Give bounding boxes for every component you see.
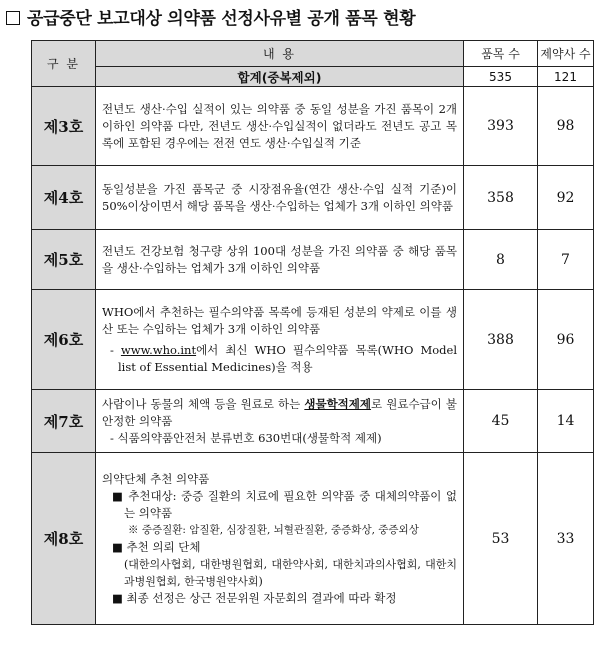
row-label: 제5호 [32, 230, 96, 290]
subnote-text: 에서 최신 WHO 필수의약품 목록(WHO Model list of Essential Medicines)을 적용 [118, 342, 457, 374]
row-subnote: - 식품의약품안전처 분류번호 630번대(생물학적 제제) [110, 430, 382, 445]
row-products: 393 [464, 87, 538, 166]
row-text: 전년도 건강보험 청구량 상위 100대 성분을 가진 의약품 중 해당 품목을 생산·수입하는 업체가 3개 이하인 의약품 [102, 243, 457, 275]
row-intro: 의약단체 추천 의약품 [102, 471, 210, 486]
row-label: 제6호 [32, 290, 96, 390]
row-companies: 7 [538, 230, 594, 290]
content-header: 내 용 [96, 41, 464, 67]
row-content [96, 87, 464, 166]
who-link[interactable]: www.who.int [120, 342, 197, 357]
status-table [31, 40, 594, 625]
row-note: ※ 중증질환: 암질환, 심장질환, 뇌혈관질환, 중증화상, 중증외상 [128, 523, 419, 536]
row-content [96, 290, 464, 390]
table-row [32, 390, 594, 453]
row-content [96, 166, 464, 230]
row-subnote [102, 342, 457, 376]
companies-header: 제약사 수 [538, 41, 594, 67]
row-text-emphasis: 생물학적제제 [304, 396, 372, 411]
subnote-prefix: - [110, 342, 121, 357]
row-content [96, 230, 464, 290]
row-text: WHO에서 추천하는 필수의약품 목록에 등재된 성분의 약제로 이를 생산 또는 수입하는 업체가 3개 이하인 의약품 [102, 304, 457, 336]
row-companies: 92 [538, 166, 594, 230]
row-text: 동일성분을 가진 품목군 중 시장점유율(연간 생산·수입 실적 기준)이 50%이상이면서 해당 품목을 생산·수입하는 업체가 3개 이하인 의약품 [102, 181, 457, 213]
total-products: 535 [464, 67, 538, 87]
row-text: 전년도 생산·수입 실적이 있는 의약품 중 동일 성분을 가진 품목이 2개 이하인 의약품 다만, 전년도 생산·수입실적이 없더라도 전년도 공고 목록에 포함된 경우에는 전전 연도 생산·수입실적 기준 [102, 101, 457, 150]
row-companies: 98 [538, 87, 594, 166]
row-text [102, 396, 457, 430]
table-row [32, 453, 594, 625]
row-products: 8 [464, 230, 538, 290]
document-title-text: 공급중단 보고대상 의약품 선정사유별 공개 품목 현황 [27, 9, 416, 29]
table-row [32, 166, 594, 230]
table-row [32, 290, 594, 390]
category-header: 구 분 [32, 41, 96, 87]
row-content [96, 390, 464, 453]
row-products: 45 [464, 390, 538, 453]
row-bullet: ■ 추천대상: 중증 질환의 치료에 필요한 의약품 중 대체의약품이 없는 의약품 [112, 488, 457, 520]
table-row [32, 230, 594, 290]
row-products: 53 [464, 453, 538, 625]
row-label: 제4호 [32, 166, 96, 230]
document-title [6, 4, 415, 29]
header-row [32, 41, 594, 67]
row-text-before: 사람이나 동물의 체액 등을 원료로 하는 [102, 396, 305, 411]
total-row [32, 67, 594, 87]
row-label: 제3호 [32, 87, 96, 166]
products-header: 품목 수 [464, 41, 538, 67]
row-products: 358 [464, 166, 538, 230]
row-products: 388 [464, 290, 538, 390]
row-label: 제8호 [32, 453, 96, 625]
row-companies: 96 [538, 290, 594, 390]
table-row [32, 87, 594, 166]
row-content [96, 453, 464, 625]
total-label: 합계(중복제외) [96, 67, 464, 87]
row-label: 제7호 [32, 390, 96, 453]
checkbox-square-icon [6, 11, 20, 25]
row-bullet: ■ 최종 선정은 상근 전문위원 자문회의 결과에 따라 확정 [112, 590, 397, 605]
row-companies: 14 [538, 390, 594, 453]
row-bullet: ■ 추천 의뢰 단체 [112, 539, 201, 554]
row-orgs: (대한의사협회, 대한병원협회, 대한약사회, 대한치과의사협회, 대한치과병원협회, 한국병원약사회) [124, 557, 457, 588]
total-companies: 121 [538, 67, 594, 87]
row-text-after: 로 원료수급이 불안정한 의약품 [102, 396, 457, 428]
row-companies: 33 [538, 453, 594, 625]
